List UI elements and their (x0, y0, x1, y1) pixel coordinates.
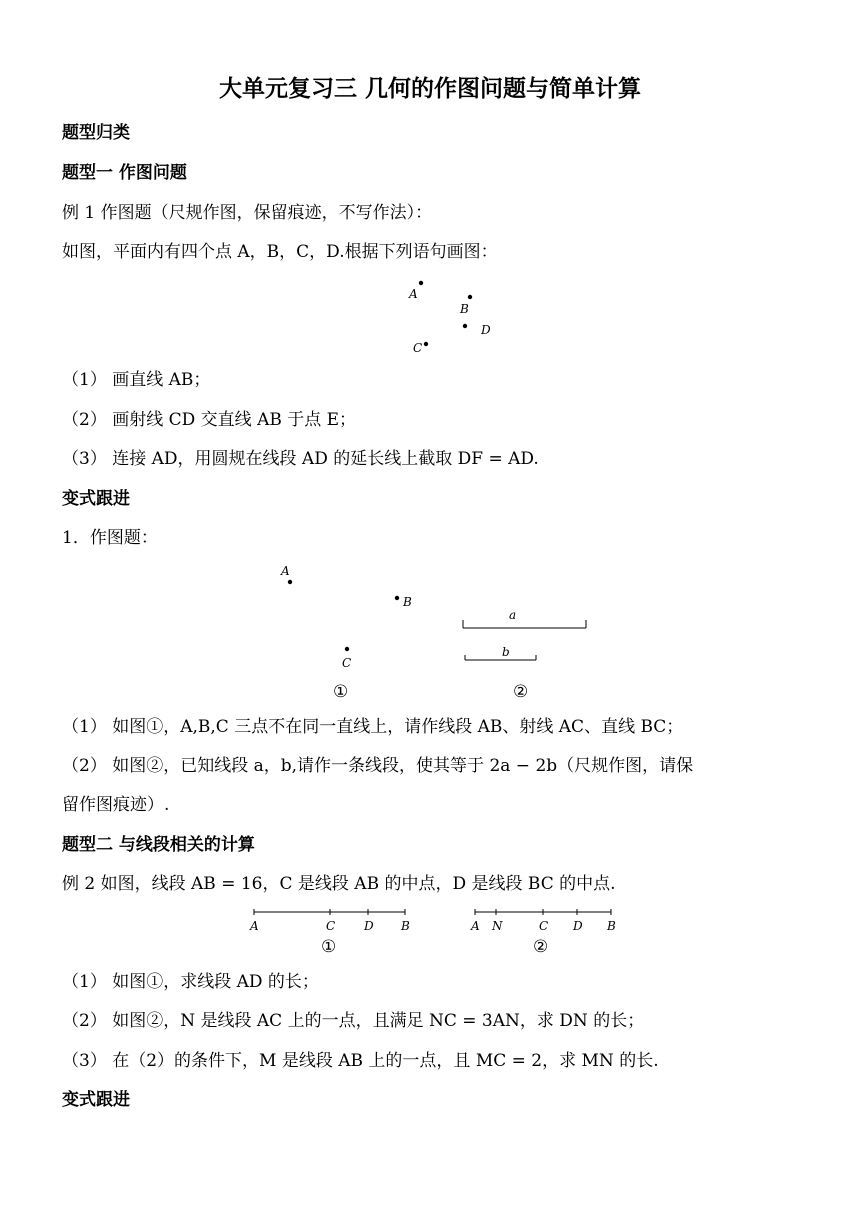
line1-label-b: B (401, 919, 410, 933)
example2-text: 例 2 如图，线段 AB = 16，C 是线段 AB 的中点，D 是线段 BC 的中点. (62, 874, 616, 894)
example1-question-2: （2） 画射线 CD 交直线 AB 于点 E； (62, 410, 357, 430)
variant1-question-1: （1） 如图①，A,B,C 三点不在同一直线上，请作线段 AB、射线 AC、直线 BC； (62, 717, 684, 737)
variant2-heading: 变式跟进 (62, 1090, 130, 1110)
example1-intro: 例 1 作图题（尺规作图，保留痕迹，不写作法）： (62, 203, 433, 223)
fig2-number: ② (513, 682, 529, 702)
variant1-heading: 变式跟进 (62, 489, 130, 509)
point-b-label: B (460, 302, 469, 316)
variant1-question-2-line1: （2） 如图②，已知线段 a，b,请作一条线段，使其等于 2a − 2b（尺规作图，请保 (62, 756, 694, 776)
type2-heading: 题型二 与线段相关的计算 (62, 835, 255, 855)
number-line-1 (249, 909, 410, 957)
line1-label-d: D (364, 919, 374, 933)
example1-text: 如图，平面内有四个点 A，B，C，D.根据下列语句画图： (62, 242, 498, 262)
variant1-question-2-line2: 留作图痕迹）. (62, 795, 170, 815)
line2-label-b: B (607, 919, 616, 933)
segment-a-label: a (509, 608, 517, 622)
fig1-point-a-label: A (281, 564, 290, 578)
line1-number: ① (321, 937, 337, 957)
number-line-2 (470, 909, 616, 957)
line2-number: ② (533, 937, 549, 957)
line2-label-c: C (539, 919, 549, 933)
type1-heading: 题型一 作图问题 (62, 163, 187, 183)
line2-label-d: D (573, 919, 583, 933)
example2-question-2: （2） 如图②，N 是线段 AC 上的一点，且满足 NC = 3AN，求 DN 的长； (62, 1011, 645, 1031)
point-c-label: C (413, 341, 423, 355)
example2-question-3: （3） 在（2）的条件下，M 是线段 AB 上的一点，且 MC = 2，求 MN 的长. (62, 1051, 659, 1071)
point-d-label: D (481, 323, 491, 337)
variant1-intro: 1．作图题： (62, 528, 158, 548)
page-title: 大单元复习三 几何的作图问题与简单计算 (218, 76, 641, 102)
fig1-point-c-label: C (342, 656, 352, 670)
point-a-label: A (409, 287, 418, 301)
section-heading-classify: 题型归类 (62, 123, 130, 143)
line2-label-a: A (471, 919, 480, 933)
segment-b-label: b (502, 645, 510, 659)
example1-question-1: （1） 画直线 AB； (62, 370, 211, 390)
example2-question-1: （1） 如图①，求线段 AD 的长； (62, 972, 319, 992)
fig1-number: ① (333, 682, 349, 702)
line2-label-n: N (492, 919, 503, 933)
example1-question-3: （3） 连接 AD，用圆规在线段 AD 的延长线上截取 DF = AD. (62, 449, 539, 469)
line1-label-c: C (326, 919, 336, 933)
line1-label-a: A (250, 919, 259, 933)
fig1-point-b-label: B (403, 595, 412, 609)
